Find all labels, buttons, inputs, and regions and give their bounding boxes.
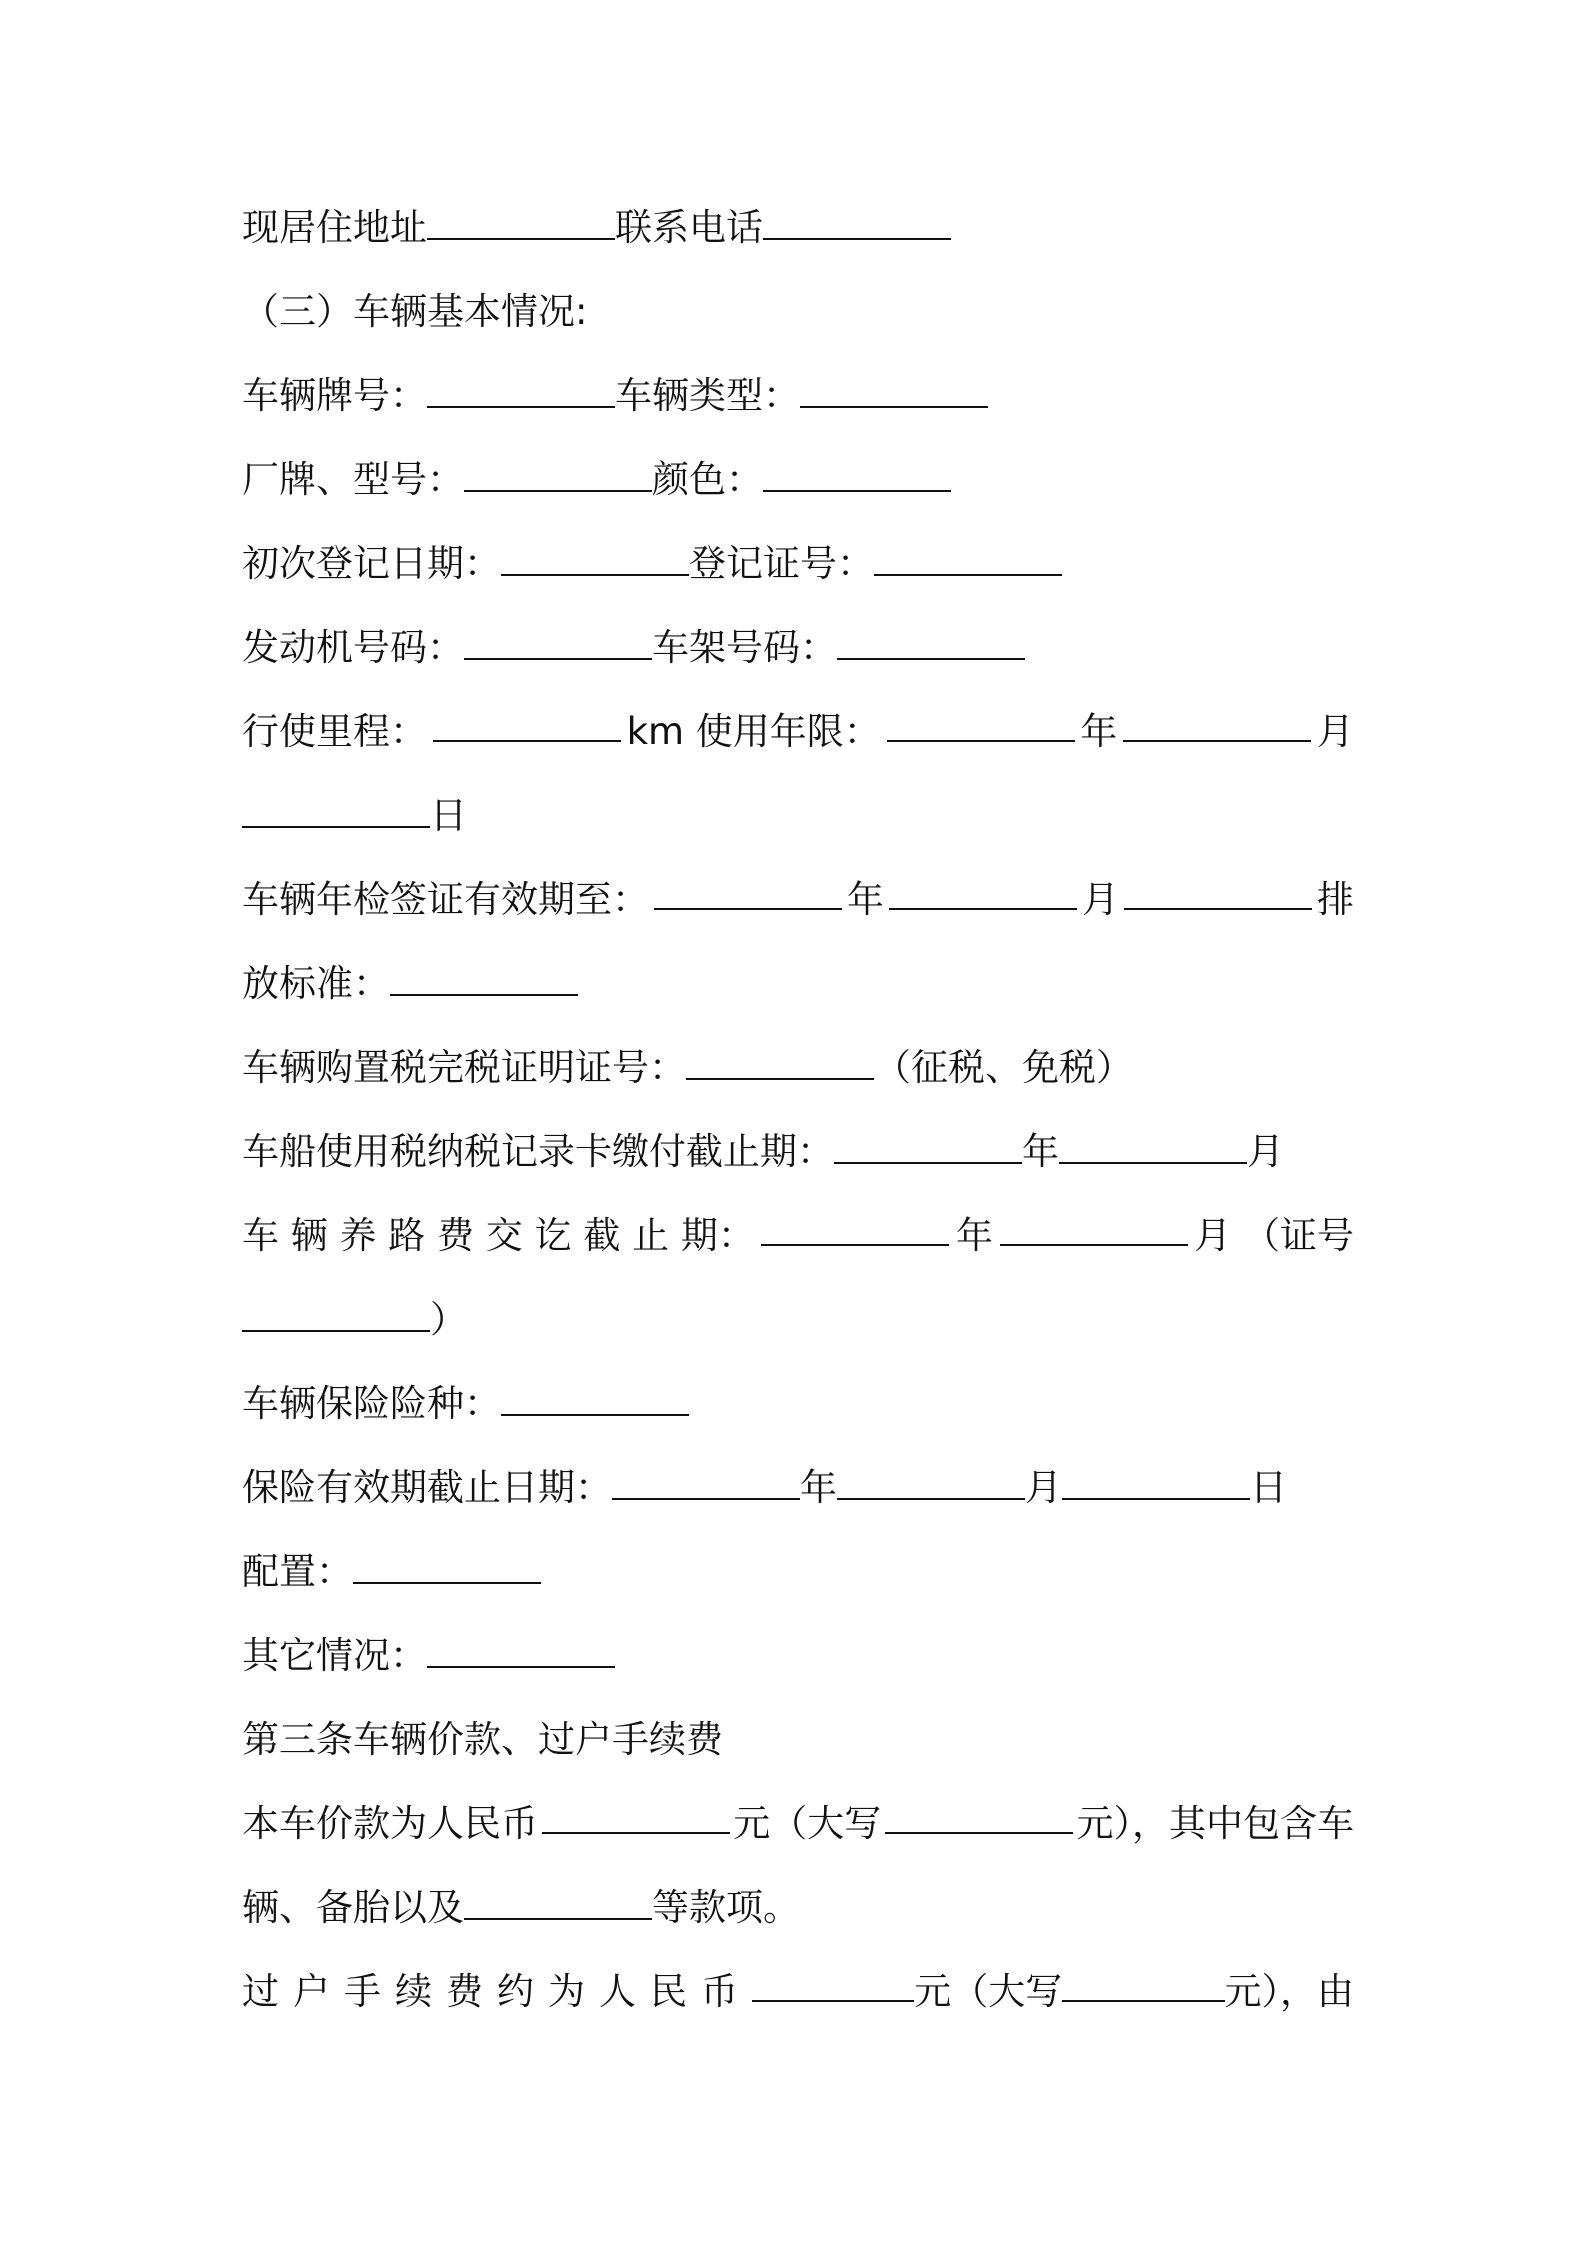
form-label: 本车价款为人民币 — [242, 1802, 538, 1845]
form-label: 车 辆 养 路 费 交 讫 截 止 期： — [242, 1214, 755, 1257]
fill-in-blank — [427, 1636, 615, 1668]
form-label: 车辆保险险种： — [242, 1382, 501, 1425]
price-items-line — [242, 1886, 800, 1930]
form-label: 元（大写 — [914, 1970, 1063, 2013]
brand-color-line — [242, 458, 951, 502]
form-label: 年 — [1080, 710, 1118, 753]
fill-in-blank — [1062, 1970, 1224, 2002]
form-label: 元（大写 — [733, 1802, 882, 1845]
form-label: ） — [430, 1298, 467, 1341]
fill-in-blank — [889, 878, 1077, 910]
form-label: 车辆购置税完税证明证号： — [242, 1046, 686, 1089]
form-label: 年 — [847, 878, 884, 921]
fill-in-blank — [353, 1552, 541, 1584]
fill-in-blank — [761, 1214, 949, 1246]
form-label: （征税、免税） — [874, 1046, 1133, 1089]
form-label: 登记证号： — [689, 542, 874, 585]
form-label: 等款项。 — [652, 1886, 800, 1929]
form-label: 月 — [1025, 1466, 1062, 1509]
form-label: 车辆类型： — [615, 374, 800, 417]
fill-in-blank — [1000, 1214, 1188, 1246]
fill-in-blank — [612, 1468, 800, 1500]
vehicle-section-heading — [242, 290, 587, 334]
article-three-heading — [242, 1718, 723, 1762]
form-label: 年 — [800, 1466, 837, 1509]
fill-in-blank — [752, 1970, 914, 2002]
form-label: 保险有效期截止日期： — [242, 1466, 612, 1509]
fill-in-blank — [1124, 878, 1312, 910]
form-label: 车辆牌号： — [242, 374, 427, 417]
form-label: 颜色： — [652, 458, 763, 501]
engine-frame-line — [242, 626, 1025, 670]
form-label: 元），由 — [1224, 1970, 1354, 2013]
fill-in-blank — [242, 796, 430, 828]
fill-in-blank — [427, 376, 615, 408]
fill-in-blank — [1062, 1468, 1250, 1500]
fill-in-blank — [763, 460, 951, 492]
address-phone-line — [242, 206, 951, 250]
registration-line — [242, 542, 1062, 586]
form-label: 第三条车辆价款、过户手续费 — [242, 1718, 723, 1761]
insurance-type-line — [242, 1382, 689, 1426]
form-label: 日 — [1250, 1466, 1287, 1509]
phone-blank — [763, 208, 951, 240]
form-label: 月 — [1247, 1130, 1284, 1173]
fill-in-blank — [885, 1802, 1073, 1834]
transfer-fee-line — [242, 1970, 1354, 2014]
form-label: 辆、备胎以及 — [242, 1886, 464, 1929]
fill-in-blank — [874, 544, 1062, 576]
fill-in-blank — [837, 1468, 1025, 1500]
form-label: 年 — [1022, 1130, 1059, 1173]
fill-in-blank — [1059, 1132, 1247, 1164]
fill-in-blank — [686, 1048, 874, 1080]
form-label: 月 （证号 — [1194, 1214, 1354, 1257]
vessel-tax-line — [242, 1130, 1284, 1174]
form-label: 厂牌、型号： — [242, 458, 464, 501]
form-label: 初次登记日期： — [242, 542, 501, 585]
form-label: 车船使用税纳税记录卡缴付截止期： — [242, 1130, 834, 1173]
road-fee-line — [242, 1214, 1354, 1258]
fill-in-blank — [501, 1384, 689, 1416]
other-info-line — [242, 1634, 615, 1678]
form-label: km 使用年限： — [626, 710, 881, 753]
plate-type-line — [242, 374, 988, 418]
fill-in-blank — [1123, 710, 1311, 742]
fill-in-blank — [800, 376, 988, 408]
mileage-line — [242, 710, 1354, 754]
fill-in-blank — [887, 710, 1075, 742]
fill-in-blank — [390, 964, 578, 996]
form-label: 排 — [1317, 878, 1354, 921]
fill-in-blank — [433, 710, 621, 742]
fill-in-blank — [654, 878, 842, 910]
mileage-day-line — [242, 794, 467, 838]
form-label: 过户手续费约为人民币 — [242, 1970, 752, 2013]
price-line — [242, 1802, 1354, 1846]
fill-in-blank — [464, 460, 652, 492]
inspection-line — [242, 878, 1354, 922]
form-label: 车辆年检签证有效期至： — [242, 878, 649, 921]
form-label: 元），其中包含车 — [1076, 1802, 1354, 1845]
form-label: 月 — [1082, 878, 1119, 921]
emission-line — [242, 962, 578, 1006]
road-fee-cert-line — [242, 1298, 467, 1342]
form-label: 行使里程： — [242, 710, 427, 753]
form-label: 车架号码： — [652, 626, 837, 669]
configuration-line — [242, 1550, 541, 1594]
fill-in-blank — [834, 1132, 1022, 1164]
form-label: （三）车辆基本情况: — [242, 290, 588, 333]
form-label: 日 — [430, 794, 467, 837]
form-label: 年 — [956, 1214, 994, 1257]
insurance-expiry-line — [242, 1466, 1287, 1510]
form-label: 月 — [1316, 710, 1354, 753]
fill-in-blank — [501, 544, 689, 576]
fill-in-blank — [837, 628, 1025, 660]
fill-in-blank — [464, 1888, 652, 1920]
fill-in-blank — [464, 628, 652, 660]
form-label: 联系电话 — [615, 206, 763, 249]
form-label: 配置： — [242, 1550, 353, 1593]
form-label: 放标准： — [242, 962, 390, 1005]
fill-in-blank — [542, 1802, 730, 1834]
fill-in-blank — [242, 1300, 430, 1332]
purchase-tax-line — [242, 1046, 1133, 1090]
form-label: 现居住地址 — [242, 206, 427, 249]
form-label: 发动机号码： — [242, 626, 464, 669]
form-label: 其它情况： — [242, 1634, 427, 1677]
address-blank — [427, 208, 615, 240]
